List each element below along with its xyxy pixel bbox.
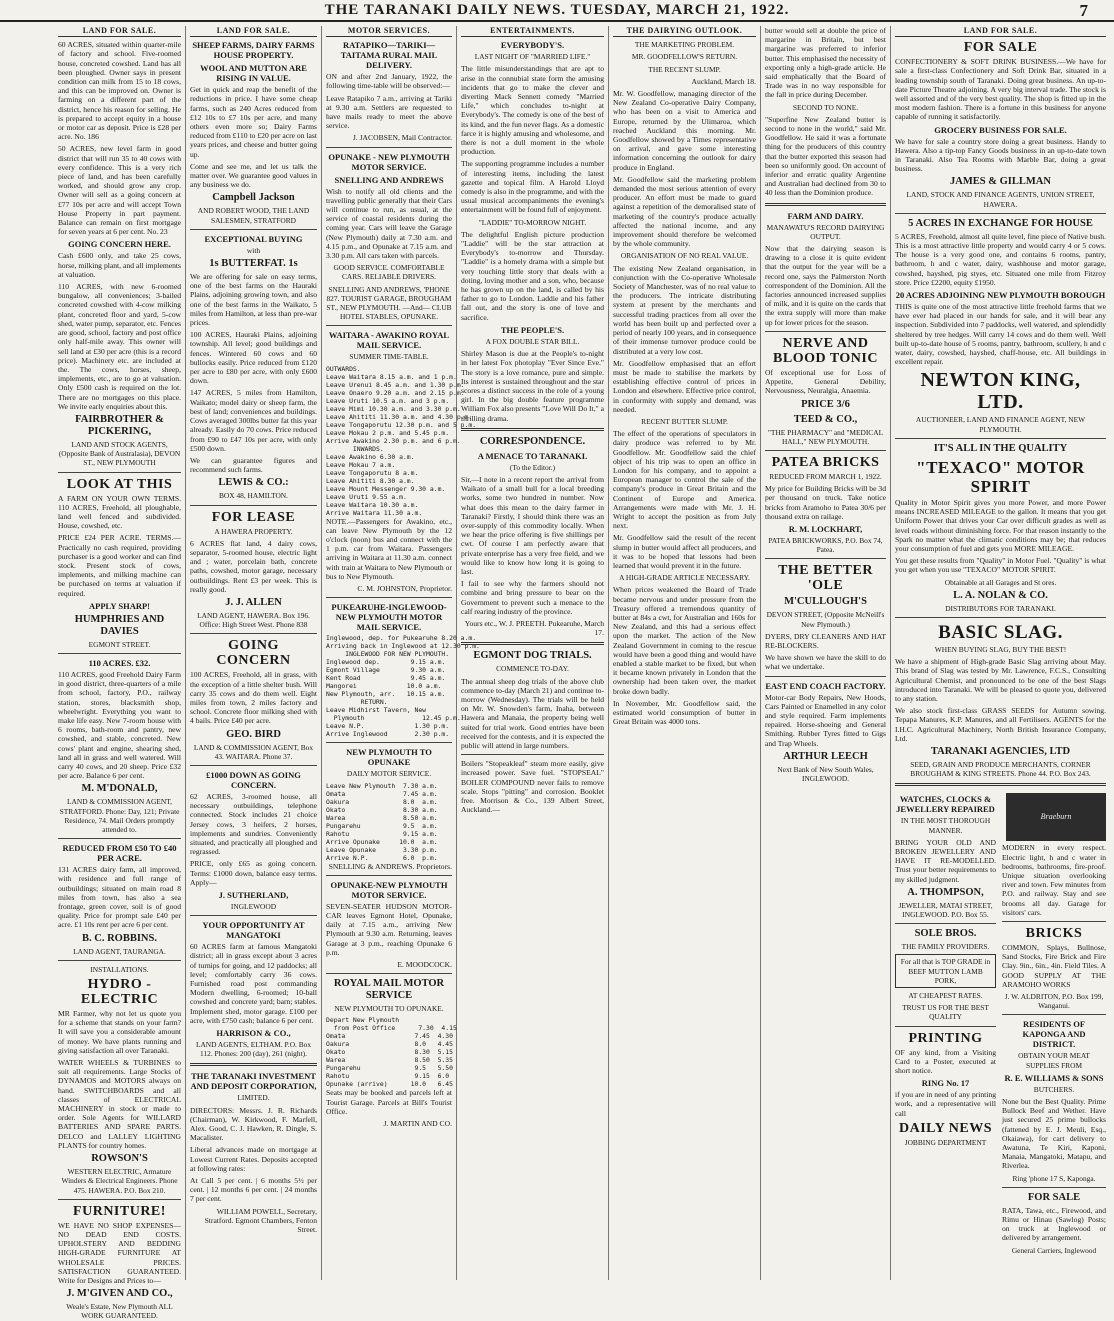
texaco-text-2: You get these results from "Quality" in Motor Fuel. "Quality" is what you get when you use "TEXACO" MOTOR SPIRIT. <box>895 556 1106 575</box>
bird-ad: 100 ACRES, Freehold, all in grass, with the exception of a little shelter bush. Will carry 35 cows and do them well. Eight miles from town, 2 miles factory and school. Concrete floor milking shed with 4 bails. Price £40 per acre. <box>190 670 317 726</box>
ring-phone: Ring 'phone 17 S, Kaponga. <box>1012 1173 1096 1183</box>
column-6 <box>761 26 891 1280</box>
furniture-text: WE HAVE NO SHOP EXPENSES—NO DEAD END COSTS. UPHOLSTERY AND BEDDING HIGH-GRADE FURNITURE AT WHOLESALE PRICES. SATISFACTION GUARANTEED. Write for Designs and Prices to— <box>58 1220 181 1285</box>
summer-heading: SUMMER TIME-TABLE. <box>349 352 429 362</box>
column-1 <box>54 26 186 1321</box>
everybodys-heading: EVERYBODY'S. <box>500 40 565 51</box>
lewis-sub: BOX 48, HAMILTON. <box>219 491 288 501</box>
basic-slag-sub: WHEN BUYING SLAG, BUY THE BEST! <box>934 644 1067 654</box>
rowsons-sub: WESTERN ELECTRIC, Armature Winders & Electrical Engineers. Phone 475. HAWERA. P.O. Box 210. <box>61 1167 178 1195</box>
campbell-jackson-heading: Campbell Jackson <box>212 192 295 204</box>
nolan-sub: DISTRIBUTORS FOR TARANAKI. <box>945 603 1056 613</box>
col7-header: LAND FOR SALE. <box>895 26 1106 37</box>
ring-heading: RING No. 17 <box>921 1078 970 1089</box>
column-7 <box>891 26 1110 1280</box>
daily-motor-heading: DAILY MOTOR SERVICE. <box>346 769 432 779</box>
look-at-this-heading: LOOK AT THIS <box>66 476 173 492</box>
ad-going-concern: Cash £600 only, and take 25 cows, horse, milking plant, and all implements at valuation. <box>58 251 181 279</box>
dog-trials-p: The annual sheep dog trials of the above club commence to-day (March 21) and continue to-morrow (Wednesday). The trials will be held on Mr. W. Snowden's farm, Inaha, between Hawera and Manaia, the property being well suited for trial work. Good entries have been received for the contests, and it is expected the public will attend in large numbers. <box>461 676 604 750</box>
ad-farm-own-terms: A FARM ON YOUR OWN TERMS. 110 ACRES, Freehold, all ploughable, land well fenced and subdivided. House, cowshed, etc. <box>58 493 181 531</box>
grocery-text: We have for sale a country store doing a great business. Handy to Hawera. Also a tip-top Fancy Goods business in an up-to-date town in Taranaki. Also Tea Rooms with Marble Bar, doing a great business. <box>895 136 1106 174</box>
agency-fairbrother: FAIRBROTHER & PICKERING, <box>75 413 164 437</box>
mcgiven-heading: J. M'GIVEN AND CO., <box>66 1288 173 1300</box>
printing-heading: PRINTING <box>908 1030 983 1046</box>
powell-sig: WILLIAM POWELL, Secretary, Stratford. Egmont Chambers, Fenton Street. <box>204 1206 317 1235</box>
ad-60-acres: 60 ACRES, situated within quarter-mile of factory and school. Five-roomed house, concreted cowshed. Land has all been ploughed. Owner says in present condition can milk from 15 to 18 cows, and this can be improved on. Owner is farming on a different part of the district, hence his reason for selling. He is prepared to accept equity in a house or motor car as deposit. Price is £28 per acre. No. 186 <box>58 40 181 142</box>
allen-heading: J. J. ALLEN <box>225 596 282 608</box>
pukearuhe-heading: PUKEARUHE-INGLEWOOD-NEW PLYMOUTH MOTOR MAIL SERVICE. <box>331 602 447 633</box>
lockhart-heading: R. M. LOCKHART, <box>788 523 863 534</box>
jobbing-label: JOBBING DEPARTMENT <box>904 1137 987 1147</box>
family-providers: THE FAMILY PROVIDERS. <box>901 942 990 952</box>
lease-ad: 6 ACRES flat land, 4 dairy cows, separator, 5-roomed house, electric light and ; water, porcelain bath, concrete paths, cowshed, motor garage, necessary outbuildings. Rent £3 per week. This is really good. <box>190 538 317 594</box>
np-opunake-heading: NEW PLYMOUTH TO OPUNAKE <box>346 747 432 768</box>
thompson-heading: A. THOMPSON, <box>907 886 984 898</box>
jewellery-text: BRING YOUR OLD AND BROKEN JEWELLERY AND HAVE IT RE-MODELLED. Trust your better requirements to my skilled judgment. <box>895 837 996 884</box>
basic-slag-text: We have a shipment of High-grade Basic Slag arriving about May. This brand of Slag was tested by Mr. Lawrence, F.C.S., Consulting Agricultural Chemist, and pronounced to be one of the best Slags introduced into Taranaki. We will be pleased to quote you, delivered to any station. <box>895 657 1106 703</box>
ad-farm-own-terms-price: PRICE £24 PER ACRE. TERMS.—Practically no cash required, providing purchaser is a good worker and can find stock. Present stock of cows, implements, and milking machine can be purchased on terms at valuation if required. <box>58 533 181 598</box>
married-life-heading: LAST NIGHT OF "MARRIED LIFE." <box>474 52 591 62</box>
leech-sub: Next Bank of New South Wales, INGLEWOOD. <box>777 764 874 783</box>
dairy-p3: The existing New Zealand organisation, in conjunction with the Co-operative Wholesale Society of Manchester, was of no real value to the producers. The intricate distributing system at present by the merchants and successful trading practices from all over the world has been built up and perfected over a period of nearly 100 years, and in consequence of their immense turnover produce could be distributed at a very low cost. <box>613 263 756 356</box>
laddie-heading: "LADDIE" TO-MORROW NIGHT. <box>478 217 587 227</box>
printing-text: OF any kind, from a Visiting Card to a Poster, executed at short notice. <box>895 1047 996 1076</box>
agency-robbins: B. C. ROBBINS. <box>82 932 157 944</box>
jacobsen-sig: J. JACOBSEN, Mail Contractor. <box>352 133 452 143</box>
correspondence-heading: CORRESPONDENCE. <box>479 435 586 447</box>
taranaki-agencies-heading: TARANAKI AGENCIES, LTD <box>930 745 1071 757</box>
second-heading: SECOND TO NONE. <box>792 102 859 112</box>
slump-heading: THE RECENT SLUMP. <box>648 64 721 74</box>
for-sale-2-heading: FOR SALE <box>1027 1191 1081 1203</box>
manawatu-heading: MANAWATU'S RECORD DAIRYING OUTPUT. <box>766 222 885 241</box>
thousand-down-heading: £1000 DOWN AS GOING CONCERN. <box>206 769 301 790</box>
lewis-heading: LEWIS & CO.: <box>218 477 289 489</box>
harrison-sub: LAND AGENTS, ELTHAM. P.O. Box 112. Phones: 200 (day), 261 (night). <box>195 1040 312 1059</box>
twenty-acres-heading: 20 ACRES ADJOINING NEW PLYMOUTH BOROUGH <box>895 290 1106 301</box>
pukearuhe-timetable: Inglewood, dep. for Pukearuhe 8.20 a.m. Arriving back in Inglewood at 12.30 p.m. INGLEWOOD FOR NEW PLYMOUTH. Inglewood dep. 9.15 a.m. Egmont Village 9.30 a.m. Kent Road 9.45 a.m. Mangorei 10.0 a.m. New Plymouth, arr. 10.15 a.m. RETURN. Leave Midhirst Tavern, New Plymouth 12.45 p.m. Leave N.P. 1.30 p.m. Arrive Inglewood 2.30 p.m. <box>326 634 480 739</box>
daily-news-heading: DAILY NEWS <box>898 1120 993 1136</box>
opunake-motor-heading: OPUNAKE-NEW PLYMOUTH MOTOR SERVICE. <box>330 879 448 900</box>
masthead <box>0 0 1114 22</box>
texaco-heading: "TEXACO" MOTOR SPIRIT <box>916 457 1085 496</box>
snelling-andrews-sig: SNELLING & ANDREWS. Proprietors. <box>328 861 452 871</box>
ratapiko-heading: RATAPIKO—TARIKI—TAITAMA RURAL MAIL DELIVERY. <box>340 40 438 71</box>
opunake-np-heading: OPUNAKE - NEW PLYMOUTH MOTOR SERVICE. <box>328 151 450 172</box>
agency-fairbrother-sub: LAND AND STOCK AGENTS, (Opposite Bank of Australasia), DEVON ST., NEW PLYMOUTH <box>58 439 181 468</box>
dateline: Auckland, March 18. <box>691 76 756 86</box>
dairy-p7: When prices weakened the Board of Trade became nervous and under pressure from the Treasury offered a tremendous quantity of butter at 84s a cwt, for Australian and 160s for New Zealand, and this had a serious effect upon the market. The action of the New Zealand Government in coming to the rescue would have been a good thing and would have enabled a stable market to be fixed, but when it became known privately in London that the ownership had been taken over, the market broke down badly. <box>613 585 756 696</box>
organisation-heading: ORGANISATION OF NO REAL VALUE. <box>620 251 749 261</box>
ad-110-acres-dairy: 110 ACRES, good Freehold Dairy Farm in good district, three-quarters of a mile from school, factory, P.O., railway station, stores, blacksmith shop, wheelwright. Everything you want to make life easy. New 7-room house with 6 rooms, bath-room and pantry, new cowshed, and stable, concreted. New cows' plant and engine, shearing shed, land all in grass and well watered. Will carry 40 cows, and 20 sheep. Price £32 per acre. Balance 6 per cent. <box>58 669 181 781</box>
high-grade-heading: A HIGH-GRADE ARTICLE NECESSARY. <box>619 573 750 583</box>
james-gillman-sub: LAND, STOCK AND FINANCE AGENTS, UNION STREET, HAWERA. <box>906 190 1095 209</box>
twenty-acres-text: THIS is quite one of the most attractive little freehold farms that we have ever had placed in our hands for sale, and it will bear any inspection. Subdivided into 7 paddocks, well watered, and splendidly sheltered by tree hedges. Will carry 14 cows and do them well. Well built up-to-date house of 5 rooms, pantry, bathroom, scullery, h and c water, dairy, cowshed, hayshed, chaff-house, etc. All buildings in excellent repair. <box>895 302 1106 367</box>
obtainable: Obtainable at all Garages and St ores. <box>944 577 1057 587</box>
np-opunake-timetable: Leave New Plymouth 7.30 a.m. Omata 7.45 a.m. Oakura 8.0 a.m. Okato 8.30 a.m. Warea 8.50 a.m. Pungarehu 9.5 a.m. Rahotu 9.15 a.m. Arrive Opunake 10.0 a.m. Leave Opunake 3.30 p.m. Arrive N.P. 6.0 p.m. <box>326 781 438 862</box>
reduced-heading: REDUCED FROM £50 TO £40 PER ACRE. <box>62 843 177 864</box>
ratapiko-text-2: Leave Ratapiko 7 a.m., arriving at Tariki at 9.30 a.m. Settlers are requested to have mails ready to meet the above service. <box>326 93 452 131</box>
going-concern-heading: GOING CONCERN HERE. <box>68 239 171 250</box>
grass-seeds-text: We also stock first-class GRASS SEEDS for Autumn sowing. Tepapa Manures, K.P. Manures, and all Fertilisers. AGENTS for the I.H.C. Agricultural Machinery, North British Insurance Company, Ltd. <box>895 706 1106 743</box>
butterfat-heading: 1s BUTTERFAT. 1s <box>209 258 298 270</box>
goodfellow-heading: MR. GOODFELLOW'S RETURN. <box>631 52 738 62</box>
leech-heading: ARTHUR LEECH <box>783 750 868 762</box>
sutherland-heading: J. SUTHERLAND, <box>218 890 289 900</box>
butchers-label: BUTCHERS. <box>1033 1084 1075 1094</box>
manawatu-p: Now that the dairying season is drawing to a close it is quite evident that the output for the year will be a record one, says the Palmerston North correspondent of the Dominion. All the factories announced increased supplies of milk, and it is quite on the cards that the extra supply will more than make up for lower prices for the season. <box>765 244 886 327</box>
waitara-note: NOTE.—Passengers for Awakino, etc., can leave New Plymouth by the 12 o'clock (noon) bus and connect with the 1 p.m. car from Waitara. Passengers arriving in Waitara at 11.30 a.m. connect with train at Waitara to New Plymouth or bus to New Plymouth. <box>326 516 452 581</box>
braeburn-text: MODERN in every respect. Electric light, h and c water in bedrooms, bathrooms, fire-proof. Unique situation overlooking river and town. Few minutes from P.O. and railway. Stay and see brooms all day. Garage for visitors' cars. <box>1002 843 1106 917</box>
teed-sub: "THE PHARMACY" and "MEDICAL HALL," NEW PLYMOUTH. <box>767 427 884 446</box>
lewis-ad-1: We are offering for sale on easy terms, one of the best farms on the Hauraki Plains, adjoining growing town, and also one of the best farms in the Waikato, 5 miles from Hamilton, at less than pre-war prices. <box>190 272 317 328</box>
dog-trials-heading: EGMONT DOG TRIALS. <box>473 650 592 662</box>
thompson-sub: JEWELLER, MATAI STREET, INGLEWOOD. P.O. Box 55. <box>898 900 993 919</box>
married-life-p2: The supporting programme includes a number of interesting items, including the latest gazette and topical film. A Harold Lloyd comedy is also in the programme, and with the usual musical accompaniments the evening's entertainment will be found full of enjoyment. <box>461 159 604 215</box>
patea-bricks-heading: PATEA BRICKS <box>771 454 880 470</box>
taranaki-agencies-sub: SEED, GRAIN AND PRODUCE MERCHANTS, CORNER BROUGHAM & KING STREETS. Phone 44. P.O. Box 243. <box>910 759 1091 779</box>
butchers-text: None but the Best Quality. Prime Bullock Beef and Wether. Have just secured 25 prime bullocks (fattened by E. J. Meuli, Esq., Okaiawa), for cart delivery to Awatuna, Te Kiri, Kaponi, Manaia, Mangatoki, Matapu, and Riverlea. <box>1002 1097 1106 1171</box>
williams-heading: R. E. WILLIAMS & SONS <box>1004 1072 1104 1083</box>
confectionery-text: CONFECTIONERY & SOFT DRINK BUSINESS.—We have for sale a first-class Confectionery and Soft Drink Bar, situated in a leading township south of Taranaki. Doing great business. An up-to-date Picture Theatre adjoining. A very big interval trade. The stock is well assorted and of the very best quality. The shop is fitted up in the most modern fashion. There is a fortune in this business for anyone capable of running it satisfactorily. <box>895 57 1106 122</box>
quality-heading: IT'S ALL IN THE QUALITY <box>933 442 1068 454</box>
obtain-label: OBTAIN YOUR MEAT SUPPLIES FROM <box>1018 1051 1090 1070</box>
trust-us: TRUST US FOR THE BEST QUALITY <box>902 1003 989 1022</box>
johnston-sig: C. M. JOHNSTON, Proprietor. <box>357 584 452 594</box>
braeburn-illustration: Braeburn <box>1006 793 1106 841</box>
meat-box: For all that is TOP GRADE in BEEF MUTTON LAMB PORK, <box>895 954 996 988</box>
snelling-sub: SNELLING AND ANDREWS, 'PHONE 827. TOURIST GARAGE, BROUGHAM ST., NEW PLYMOUTH. —And— CLUB HOTEL STABLES, OPUNAKE. <box>326 284 452 322</box>
bricks-text: COMMON, Splays, Bullnose, Sand Stocks, Fire Brick and Fire Clay. 9in., 6in., 4in. Field Tiles. A GOOD SUPPLY AT THE ARAMOHO WORKS <box>1002 942 1106 989</box>
newton-king-sub: AUCTIONEER, LAND AND FINANCE AGENT, NEW PLYMOUTH. <box>915 415 1086 434</box>
column-5 <box>609 26 761 1280</box>
waitara-heading: WAITARA - AWAKINO ROYAL MAIL SERVICE. <box>328 330 450 351</box>
directors-text: DIRECTORS: Messrs. J. R. Richards (Chairman), W. Kirkwood, F. Marfell, Alex. Good, C. J. Hawken, R. Dingle, S. Macalister. <box>190 1105 317 1143</box>
dyers-text: DYERS, DRY CLEANERS AND HAT RE-BLOCKERS. <box>765 631 886 650</box>
harrison-heading: HARRISON & CO., <box>216 1028 291 1039</box>
agency-robbins-sub: LAND AGENT, TAURANGA. <box>73 946 166 956</box>
lewis-ad-2: 100 ACRES, Hauraki Plains, adjoining township. All level; good buildings and fences. Wintered 60 cows and 60 bullocks easily. Price reduced from £120 per acre to £80 per acre, with only £600 down. <box>190 330 317 386</box>
bottom-left <box>895 791 996 1258</box>
commence-heading: COMMENCE TO-DAY. <box>496 664 569 674</box>
ring-text: if you are in need of any printing work, and a representative will call <box>895 1090 996 1118</box>
coach-text: Motor-car Body Repairs, New Hoods, Cars Painted or Enamelled in any color and style required. Farm implements repaired. Horse-shoeing and General Smithing. Rubber Tyres fitted to Gigs and Trap Wheels. <box>765 692 886 748</box>
aldriton-sub: J. W. ALDRITON, P.O. Box 199, Wanganui. <box>1004 992 1104 1011</box>
exchange-heading: 5 ACRES IN EXCHANGE FOR HOUSE <box>908 217 1093 229</box>
sutherland-sub: INGLEWOOD <box>230 902 277 911</box>
going-concern-heading-2: GOING CONCERN <box>216 638 291 669</box>
exchange-text: 5 ACRES, Freehold, almost all quite level, fine piece of Native bush. This is a most attractive little property and would carry 4 or 5 cows. The house is a very good one, and contains 6 rooms, pantry, bathroom, h and c water, dairy, washhouse and motor garage, cowshed, hayshed, pig styes, etc. Situated one mile from Fitzroy store. Price £2200, equity £1950. <box>895 231 1106 287</box>
rowsons-heading: ROWSON'S <box>91 1153 148 1165</box>
martin-sig: J. MARTIN AND CO. <box>383 1118 452 1128</box>
wool-heading: WOOL AND MUTTON ARE RISING IN VALUE. <box>200 63 307 84</box>
bird-sub: LAND & COMMISSION AGENT, Box 43. WAITARA. Phone 37. <box>193 742 314 761</box>
bird-heading: GEO. BIRD <box>226 728 281 740</box>
recent-slump-heading: RECENT BUTTER SLUMP. <box>641 416 728 426</box>
nerve-price: PRICE 3/6 <box>801 398 850 410</box>
opportunity-heading: YOUR OPPORTUNITY AT MANGATOKI <box>202 920 305 941</box>
mccullough-heading: M'CULLOUGH'S <box>784 596 867 608</box>
lockhart-sub: PATEA BRICKWORKS, P.O. Box 74, Patea. <box>768 535 883 555</box>
masthead-title: THE TARANAKI DAILY NEWS. TUESDAY, MARCH 21, 1922. <box>324 1 790 18</box>
liberal-text: Liberal advances made on mortgage at Lowest Current Rates. Deposits accepted at following rates: <box>190 1145 317 1173</box>
bottom-right <box>1002 791 1106 1258</box>
lewis-ad-3: 147 ACRES, 5 miles from Hamilton, Waikato; model dairy or sheep farm, the best of land; conveniences and buildings. Cows averaged 300lbs butter fat this year already. Easily do 70 cows. Price reduced from £90 to £47 10s per acre, with only £500 down. <box>190 388 317 453</box>
second-p: "Superfine New Zealand butter is second to none in the world," said Mr. Goodfellow. He said it was a fortunate thing for the producers of this country that the butter exported this season had been so uniformly good. On account of inferior and erratic quality Argentine and Australian had declined from 30 to 40 less than the Dominion produce. <box>765 114 886 198</box>
texaco-text: Quality in Motor Spirit gives you more Power, and more Power means INCREASED MILEAGE to the gallon. It means that you get Uniform Power that drives your Car over difficult grades as well as level roads without diminishing force. For that reason instantly to the Spark no matter what the climatic conditions may be; that reduces your consumption of fuel and gets you MORE MILEAGE. <box>895 497 1106 553</box>
agency-humphries-sub: EGMONT STREET. <box>88 639 151 649</box>
page-number: 7 <box>1079 1 1088 20</box>
rates-text: At Call 5 per cent. | 6 months 5½ per cent. | 12 months 6 per cent. | 24 months 7 per cent. <box>190 1176 317 1204</box>
installations-label: INSTALLATIONS. <box>90 964 149 974</box>
menace-p2: I fail to see why the farmers should not combine and bring pressure to bear on the Government to prevent such a menace to the calf rearing industry of the province. <box>461 579 604 616</box>
sole-bros-heading: SOLE BROS. <box>914 928 977 940</box>
ad-50-acres: 50 ACRES, new level farm in good district that will run 35 to 40 cows with every confidence. This is a very rich piece of land, and has been carefully worked, and should grow any crop. Owner will sell as a going concern at £77 10s per acre and will accept Town House Property in part payment. Balance can remain on first mortgage for seven years at 6 per cent. No. 23 <box>58 144 181 237</box>
agency-mcdonald-sub: LAND & COMMISSION AGENT, STRATFORD. Phone: Day, 121; Private Residence, 74. Mail Orders promptly attended to. <box>59 797 180 835</box>
farm-dairy-heading: FARM AND DAIRY. <box>787 210 864 221</box>
grocery-heading: GROCERY BUSINESS FOR SALE. <box>934 124 1067 135</box>
fox-p: Shirley Mason is due at the People's to-night in her latest Fox photoplay "Ever Since Eve." The story is a love romance, pure and simple. Its interest is sustained throughout and the star scores a distinct success in the role of a young girl. In the big double feature programme William Fox also presents "Love Will Do It," a thrilling drama. <box>461 349 604 423</box>
ratapiko-text: ON and after 2nd January, 1922, the following time-table will be observed:— <box>326 72 452 91</box>
nolan-heading: L. A. NOLAN & CO. <box>953 589 1048 601</box>
furniture-heading: FURNITURE! <box>73 1203 166 1219</box>
campbell-jackson-sub: AND ROBERT WOOD, THE LAND SALESMEN, STRATFORD <box>197 206 310 225</box>
james-gillman-heading: JAMES & GILLMAN <box>950 176 1051 188</box>
residents-heading: RESIDENTS OF KAPONGA AND DISTRICT. <box>1022 1019 1086 1050</box>
col4-header: ENTERTAINMENTS. <box>461 26 604 37</box>
snelling-heading: SNELLING AND ANDREWS <box>334 174 444 185</box>
exceptional-heading: EXCEPTIONAL BUYING <box>204 233 303 244</box>
carriers-label: General Carriers, Inglewood <box>1011 1245 1097 1255</box>
snelling-text: Wish to notify all old clients and the travelling public generally that their Cars will continue to run, as usual, at the service of coastal residents during the coming year. Cars will leave the Garage (New Plymouth) daily at 7.30 a.m. and 4.15 p.m., and Opunake at 7.15 a.m. and 3.30 p.m. All cars taken with parcels. <box>326 186 452 261</box>
hudson-text: SEVEN-SEATER HUDSON MOTOR-CAR leaves Egmont Hotel, Opunake, daily at 7.15 a.m., arriving New Plymouth at 9.30 a.m. Returning, leaves Garage at 3 p.m., reaching Opunake 6 p.m. <box>326 901 452 957</box>
mccullough-sub: DEVON STREET, (Opposite McNeill's New Plymouth.) <box>766 610 885 629</box>
patea-text: My price for Building Bricks will be 3d per thousand on truck. Take notice bricks from Aramoho to Patea 30/6 per thousand extra on railage. <box>765 484 886 521</box>
dairy-p6: Mr. Goodfellow said the result of the recent slump in butter would affect all producers, and it was to be hoped that lessons had been learned that would prevent it in the future. <box>613 533 756 570</box>
menace-p1: Sir,—I note in a recent report the arrival from Waikato of a small bull for a local breeding works, some two hundred in number. Now what does this mean to the dairy farmer in Taranaki? Firstly, I should think there was an over-supply of this commodity locally. When we hear the price offering is five shillings per cwt. Of course I am perfectly aware that private enterprise has a very free field, and we would like to know how long it is going to last. <box>461 474 604 576</box>
for-sale-heading: FOR SALE <box>963 40 1038 56</box>
limited-label: LIMITED. <box>237 1093 270 1103</box>
royal-mail-heading: ROYAL MAIL MOTOR SERVICE <box>333 978 445 1002</box>
dairy-p4: Mr. Goodfellow emphasised that an effort must be made to stabilise the markets by establishing effective control of prices in London and elsewhere. Effective price control, in conformity with supply and demand, was needed. <box>613 358 756 414</box>
investment-heading: THE TARANAKI INVESTMENT AND DEPOSIT CORPORATION, <box>190 1071 317 1092</box>
better-ole-heading: THE BETTER 'OLE <box>778 563 873 594</box>
fox-heading: A FOX DOUBLE STAR BILL. <box>485 336 580 346</box>
nerve-tonic-heading: NERVE AND BLOOD TONIC <box>773 335 878 366</box>
column-3 <box>322 26 480 1280</box>
preeth-sig: Yours etc., W. J. PREETH. Pukearuhe, March 17. <box>464 618 604 638</box>
to-editor: (To the Editor.) <box>509 462 556 472</box>
ad-131-acres: 131 ACRES dairy farm, all improved, with residence and full range of outbuildings; situated on main road 8 miles from town, has also a sea frontage, green cover, soil is of good quality. Price for prompt sale £40 per acre. £1 10s rent per acre 6 per cent. <box>58 865 181 930</box>
royal-mail-note: Seats may be booked and parcels left at Tourist Garage. Parcels at Bill's Tourist Office. <box>326 1088 452 1116</box>
good-service: GOOD SERVICE. COMFORTABLE CARS. RELIABLE DRIVERS. <box>333 263 445 282</box>
sutherland-price: PRICE, only £65 as going concern. Terms: £1000 down, balance easy terms. Apply— <box>190 859 317 887</box>
menace-heading: A MENACE TO TARANAKI. <box>477 450 588 461</box>
peoples-heading: THE PEOPLE'S. <box>500 324 565 335</box>
stopseal-p: Boilers "Stopeakleaf" steam more easily, give increased power. Save fuel. "STOPSEAL" BOILER COMPOUND never fails to remove scale. Stops "pitting" and corrosion. Booklet free. Morrison & Co., 139 Albert Street, Auckland.— <box>461 759 604 815</box>
dairy-p2: Mr. Goodfellow said the marketing problem demanded the most serious attention of every producer. An effort must be made to guard against a repetition of the demoralised state of marketing of the country's produce actually affected the national income, and any improvement should therefore be welcomed by the whole community. <box>613 174 756 249</box>
dairy-cont: butter would sell at double the price of margarine in Britain, but best margarine was preferred to inferior butter. This emphasised the necessity of exporting only a high-grade article. He said emphatically that the Board of Trade was in no way responsible for the fall in price during December. <box>765 26 886 100</box>
dairy-p1: Mr. W. Goodfellow, managing director of the New Zealand Co-operative Dairy Company, who has been on a visit to America and Europe, returned by the Ulimaroa, which reached Auckland this morning. Mr. Goodfellow showed by a Times representative on arrival, and gave some interesting information concerning the outlook for dairy produce in England. <box>613 89 756 172</box>
col1-header: LAND FOR SALE. <box>58 26 181 37</box>
skill-text: We have shown we have the skill to do what we undertake. <box>765 653 886 672</box>
hydro-electric-heading: HYDRO - ELECTRIC <box>80 977 159 1008</box>
watches-heading: WATCHES, CLOCKS & JEWELLERY REPAIRED <box>896 794 995 815</box>
harrison-ad: 60 ACRES farm at famous Mangatoki district; all in grass except about 3 acres of turnips for going, and 12 paddocks; all level; comfortably carry 36 cows. Furnished road post commanding Modern dwelling, 6-roomed; 10-ball cowshed and concrete yard; barn; stables. Implement shed, motor garage. £100 per acre, with £750 cash; balance 6 per cent. <box>190 942 317 1025</box>
hydro-text: MR Farmer, why not let us quote you for a scheme that stands on your farm? It will save you a considerable amount of money. We have plants running and giving satisfaction all over Taranaki. <box>58 1009 181 1055</box>
royal-mail-timetable: Depart New Plymouth from Post Office 7.30 4.15 Omata 7.45 4.30 Oakura 8.0 4.45 Okato 8.30 5.15 Warea 8.50 5.35 Pungarehu 9.5 5.50 Rahotu 9.15 6.0 Opunake (arrive) 10.0 6.45 <box>326 1016 457 1089</box>
patea-reduced: REDUCED FROM MARCH 1, 1922. <box>769 471 882 481</box>
lewis-ad-4: We can guarantee figures and recommend such farms. <box>190 455 317 475</box>
for-lease-heading: FOR LEASE <box>211 509 296 525</box>
ad-110-acres-bungalow: 110 ACRES, with new 6-roomed bungalow, all conveniences; 3-bailed concreted cowshed with 4-cow milking plant, concreted floor and yard, 5-cow shed, water pump, separator, etc. Fences are good, school, factory and post office only half-mile away. This owner will sell land at £30 per acre (this is a record price). Machinery etc. are included at the. The cows, horses, sheep, implements, etc., are to go at valuation. Only £500 cash is required on the lot. There are no mortgages on this place. We invite early enquiries about this. <box>58 282 181 411</box>
allen-sub: LAND AGENT, HAWERA. Box 196. Office: High Street West. Phone 838 <box>197 610 310 630</box>
bricks-heading: BRICKS <box>1025 925 1083 941</box>
cj-ad-2: Come and see me, and let us talk the matter over. We guarantee good values in any business we do. <box>190 161 317 190</box>
column-2 <box>186 26 322 1280</box>
ad-110-acres-heading: 110 ACRES. £32. <box>88 657 151 668</box>
nerve-text: Of exceptional use for Loss of Appetite, General Debility, Nervousness, Neuralgia, Anaemia. <box>765 367 886 396</box>
thorough-label: IN THE MOST THOROUGH MANNER. <box>900 816 991 835</box>
sheep-farms-heading: SHEEP FARMS, DAIRY FARMS HOUSE PROPERTY. <box>192 40 315 61</box>
firewood-text: RATA, Tawa, etc., Firewood, and Rimu or Hinau (Sawlog) Posts; on truck at Inglewood or delivered by arrangement. <box>1002 1205 1106 1243</box>
married-life-p1: The little misunderstandings that are apt to arise in the connubial state form the amusing incidents that go to make the clever and diverting Mack Sennett comedy "Married Life," which concludes to-night at Everybody's. The comedy is one of the best of its kind, and the fun never flags. As a domestic farce it is highly amusing and wholesome, and there is not a dull moment in the whole production. <box>461 64 604 157</box>
moodcock-sig: E. MOODCOCK. <box>397 959 452 969</box>
dairy-p5: The effect of the operations of speculators in dairy produce was referred to by Mr. Goodfellow. Mr. Goodfellow said the chief object of his trip was to open an office in London for his company, and to appoint a European manager to control the sale of the company's produce in Great Britain and the Continent of Europe and America. Arrangements were made with Mr. J. H. Wright to accept the position as from July next. <box>613 429 756 531</box>
waitara-timetable: OUTWARDS. Leave Waitara 8.15 a.m. and 1 p.m. Leave Urenui 8.45 a.m. and 1.30 p.m. Leave Onaero 9.20 a.m. and 2.15 p.m. Leave Uruti 10.5 a.m. and 3 p.m. Leave Mimi 10.30 a.m. and 3.30 p.m. Leave Ahititi 11.30 a.m. and 4.30 p.m. Leave Tongaporutu 12.30 p.m. and 5 p.m. Leave Mokau 2 p.m. and 5.45 p.m. Arrive Awakino 2.30 p.m. and 6 p.m. INWARDS. Leave Awakino 6.30 a.m. Leave Mokau 7 a.m. Leave Tongaporutu 8 a.m. Leave Ahititi 8.30 a.m. Leave Mount Messenger 9.30 a.m. Leave Uruti 9.55 a.m. Leave Waitara 10.30 a.m. Arrive Waitara 11.30 a.m. <box>326 364 477 517</box>
marketing-heading: THE MARKETING PROBLEM. <box>634 40 735 50</box>
bottom-split <box>895 791 1106 1258</box>
newton-king-heading: NEWTON KING, LTD. <box>920 369 1081 414</box>
cheapest-rates: AT CHEAPEST RATES. <box>908 991 983 1000</box>
mcgiven-sub: Weale's Estate, New Plymouth ALL WORK GUARANTEED. <box>66 1302 173 1321</box>
columns <box>54 26 1110 1321</box>
agency-humphries: HUMPHRIES AND DAVIES <box>74 613 165 637</box>
teed-heading: TEED & CO., <box>793 413 858 425</box>
np-to-opunake: NEW PLYMOUTH TO OPUNAKE. <box>334 1004 444 1014</box>
col3-header: MOTOR SERVICES. <box>326 26 452 37</box>
laddie-p: The delightful English picture production "Laddie" will be the star attraction at Everybody's to-morrow and Thursday. "Laddie" is a homely drama with a simple but very touching little story that deals with a doting, loving mother and a son, who, because he has grown up on the land, is called by his father to go to London. Laddie and his father fall out, and the story is one of love and sacrifice. <box>461 229 604 322</box>
col2-header: LAND FOR SALE. <box>190 26 317 37</box>
column-4 <box>457 26 609 1280</box>
cj-ad-1: Get in quick and reap the benefit of the reductions in price. I have some cheap farms, such as 240 Acres reduced from £12 10s to £7 10s per acre, and many others even more so; Dairy Farms reduced from £110 to £20 per acre on last years prices, and cheese and butter going up. <box>190 85 317 159</box>
for-lease-sub: A HAWERA PROPERTY. <box>214 526 293 536</box>
col5-header: THE DAIRYING OUTLOOK. <box>613 26 756 37</box>
with-label: with <box>246 245 261 255</box>
agency-mcdonald: M. M'DONALD, <box>81 783 158 795</box>
basic-slag-heading: BASIC SLAG. <box>938 621 1063 643</box>
sutherland-ad: 62 ACRES, 3-roomed house, all necessary outbuildings, telephone connected. Stock includes 21 choice Jersey cows, 3 heifers, 2 horses, implements and sundries. Conveniently situated, and practically all ploughed and regrassed. <box>190 791 317 857</box>
dairy-p8: In November, Mr. Goodfellow said, the estimated world consumption of butter in Great Britain was 4000 tons. <box>613 698 756 727</box>
hydro-text-2: WATER WHEELS & TURBINES to suit all requirements. Large Stocks of DYNAMOS and MOTORS always on hand. SWITCHBOARDS and all classes of ELECTRICAL MACHINERY in stock or made to order. Sole Agents for WILLARD BATTERIES AND SPARE PARTS. DELCO and LALLEY LIGHTING PLANTS for country homes. <box>58 1058 181 1150</box>
coach-factory-heading: EAST END COACH FACTORY. <box>765 680 886 691</box>
apply-sharp: APPLY SHARP! <box>89 600 150 611</box>
